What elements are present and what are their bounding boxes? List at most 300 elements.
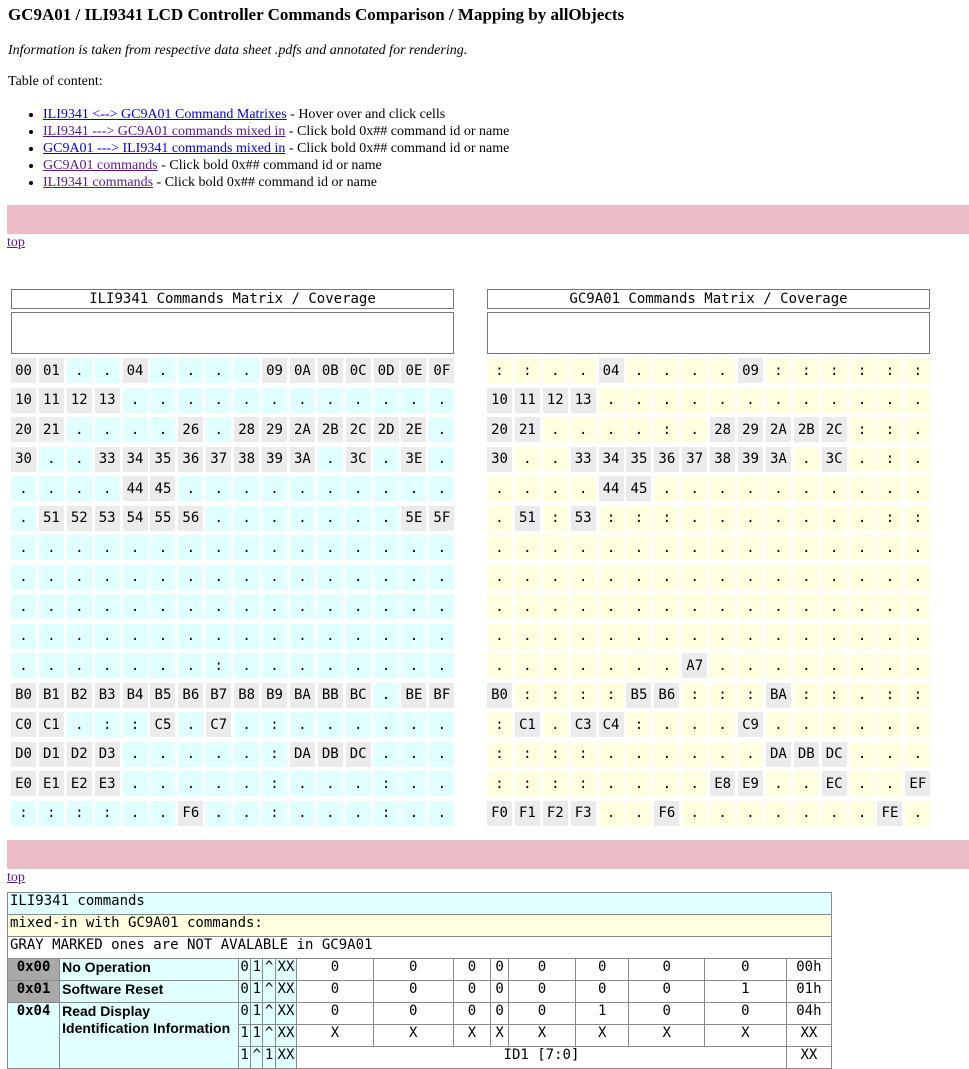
matrix-empty-cell[interactable]: : (67, 801, 92, 826)
matrix-command-cell[interactable]: 28 (234, 417, 259, 442)
matrix-empty-cell[interactable]: . (374, 683, 399, 708)
matrix-empty-cell[interactable]: . (234, 624, 259, 649)
matrix-empty-cell[interactable]: . (822, 801, 847, 826)
matrix-empty-cell[interactable]: . (822, 653, 847, 678)
matrix-empty-cell[interactable]: . (290, 476, 315, 501)
matrix-empty-cell[interactable]: . (877, 565, 902, 590)
matrix-empty-cell[interactable]: . (234, 388, 259, 413)
matrix-empty-cell[interactable]: . (850, 594, 875, 619)
matrix-empty-cell[interactable]: . (794, 594, 819, 619)
matrix-empty-cell[interactable]: . (543, 535, 568, 560)
matrix-command-cell[interactable]: 36 (178, 447, 203, 472)
matrix-empty-cell[interactable]: . (318, 712, 343, 737)
matrix-empty-cell[interactable]: . (599, 742, 624, 767)
matrix-empty-cell[interactable]: . (682, 506, 707, 531)
matrix-empty-cell[interactable]: . (178, 624, 203, 649)
toc-link-ili-commands[interactable]: ILI9341 commands (43, 175, 154, 190)
matrix-empty-cell[interactable]: . (571, 476, 596, 501)
matrix-command-cell[interactable]: 0A (290, 358, 315, 383)
matrix-empty-cell[interactable]: : (543, 683, 568, 708)
matrix-empty-cell[interactable]: . (710, 594, 735, 619)
matrix-empty-cell[interactable]: . (206, 506, 231, 531)
matrix-empty-cell[interactable]: . (67, 417, 92, 442)
matrix-empty-cell[interactable]: . (877, 535, 902, 560)
matrix-empty-cell[interactable]: . (682, 801, 707, 826)
matrix-empty-cell[interactable]: . (401, 712, 426, 737)
matrix-empty-cell[interactable]: . (374, 742, 399, 767)
matrix-empty-cell[interactable]: . (401, 594, 426, 619)
matrix-command-cell[interactable]: B2 (67, 683, 92, 708)
matrix-command-cell[interactable]: 10 (487, 388, 512, 413)
matrix-command-cell[interactable]: 45 (150, 476, 175, 501)
matrix-empty-cell[interactable]: . (905, 742, 930, 767)
matrix-empty-cell[interactable]: . (710, 476, 735, 501)
matrix-empty-cell[interactable]: . (822, 565, 847, 590)
matrix-command-cell[interactable]: 20 (487, 417, 512, 442)
matrix-empty-cell[interactable]: : (626, 506, 651, 531)
matrix-command-cell[interactable]: BC (346, 683, 371, 708)
matrix-empty-cell[interactable]: : (374, 801, 399, 826)
matrix-command-cell[interactable]: D2 (67, 742, 92, 767)
matrix-empty-cell[interactable]: . (543, 476, 568, 501)
matrix-empty-cell[interactable]: . (374, 535, 399, 560)
matrix-command-cell[interactable]: DB (794, 742, 819, 767)
matrix-command-cell[interactable]: 21 (515, 417, 540, 442)
matrix-empty-cell[interactable]: . (234, 712, 259, 737)
matrix-empty-cell[interactable]: . (262, 624, 287, 649)
matrix-empty-cell[interactable]: . (374, 712, 399, 737)
matrix-empty-cell[interactable]: . (234, 565, 259, 590)
matrix-empty-cell[interactable]: : (877, 447, 902, 472)
matrix-empty-cell[interactable]: . (654, 388, 679, 413)
matrix-command-cell[interactable]: 54 (123, 506, 148, 531)
matrix-empty-cell[interactable]: . (850, 565, 875, 590)
matrix-empty-cell[interactable]: . (178, 653, 203, 678)
matrix-empty-cell[interactable]: . (374, 388, 399, 413)
matrix-empty-cell[interactable]: : (95, 801, 120, 826)
matrix-empty-cell[interactable]: . (374, 447, 399, 472)
matrix-empty-cell[interactable]: . (123, 653, 148, 678)
matrix-empty-cell[interactable]: . (262, 506, 287, 531)
matrix-command-cell[interactable]: 04 (123, 358, 148, 383)
matrix-command-cell[interactable]: 2D (374, 417, 399, 442)
matrix-empty-cell[interactable]: : (487, 742, 512, 767)
matrix-empty-cell[interactable]: . (905, 417, 930, 442)
matrix-empty-cell[interactable]: . (850, 801, 875, 826)
matrix-empty-cell[interactable]: . (654, 771, 679, 796)
matrix-empty-cell[interactable]: . (318, 624, 343, 649)
matrix-command-cell[interactable]: 12 (543, 388, 568, 413)
matrix-empty-cell[interactable]: . (738, 594, 763, 619)
matrix-command-cell[interactable]: 44 (599, 476, 624, 501)
matrix-empty-cell[interactable]: . (822, 388, 847, 413)
matrix-command-cell[interactable]: 52 (67, 506, 92, 531)
matrix-command-cell[interactable]: 35 (150, 447, 175, 472)
matrix-empty-cell[interactable]: . (429, 535, 454, 560)
matrix-empty-cell[interactable]: . (571, 653, 596, 678)
matrix-empty-cell[interactable]: . (877, 712, 902, 737)
matrix-empty-cell[interactable]: . (11, 506, 36, 531)
matrix-command-cell[interactable]: 20 (11, 417, 36, 442)
matrix-empty-cell[interactable]: . (123, 801, 148, 826)
matrix-command-cell[interactable]: 30 (487, 447, 512, 472)
matrix-command-cell[interactable]: 09 (738, 358, 763, 383)
matrix-empty-cell[interactable]: . (401, 771, 426, 796)
matrix-empty-cell[interactable]: . (95, 476, 120, 501)
matrix-command-cell[interactable]: 12 (67, 388, 92, 413)
matrix-command-cell[interactable]: 38 (710, 447, 735, 472)
command-id-link[interactable]: 0x01 (16, 981, 51, 997)
matrix-command-cell[interactable]: 04 (599, 358, 624, 383)
matrix-command-cell[interactable]: BA (290, 683, 315, 708)
matrix-empty-cell[interactable]: . (206, 417, 231, 442)
matrix-empty-cell[interactable]: . (487, 565, 512, 590)
matrix-empty-cell[interactable]: . (682, 712, 707, 737)
matrix-empty-cell[interactable]: . (905, 712, 930, 737)
matrix-empty-cell[interactable]: . (710, 742, 735, 767)
matrix-command-cell[interactable]: E1 (39, 771, 64, 796)
matrix-empty-cell[interactable]: . (346, 653, 371, 678)
matrix-command-cell[interactable]: 56 (178, 506, 203, 531)
matrix-empty-cell[interactable]: . (571, 535, 596, 560)
matrix-empty-cell[interactable]: . (850, 476, 875, 501)
toc-link-matrixes[interactable]: ILI9341 <--> GC9A01 Command Matrixes (43, 107, 287, 122)
matrix-empty-cell[interactable]: . (374, 594, 399, 619)
matrix-empty-cell[interactable]: . (682, 565, 707, 590)
matrix-empty-cell[interactable]: . (515, 624, 540, 649)
matrix-empty-cell[interactable]: . (67, 712, 92, 737)
matrix-empty-cell[interactable]: . (599, 771, 624, 796)
matrix-empty-cell[interactable]: . (515, 476, 540, 501)
matrix-empty-cell[interactable]: . (850, 771, 875, 796)
matrix-empty-cell[interactable]: . (877, 594, 902, 619)
matrix-empty-cell[interactable]: : (262, 771, 287, 796)
matrix-empty-cell[interactable]: . (429, 742, 454, 767)
matrix-empty-cell[interactable]: . (11, 565, 36, 590)
matrix-command-cell[interactable]: A7 (682, 653, 707, 678)
matrix-empty-cell[interactable]: : (877, 417, 902, 442)
matrix-empty-cell[interactable]: . (654, 712, 679, 737)
matrix-command-cell[interactable]: 0F (429, 358, 454, 383)
matrix-empty-cell[interactable]: . (905, 653, 930, 678)
matrix-empty-cell[interactable]: . (710, 653, 735, 678)
matrix-empty-cell[interactable]: . (682, 535, 707, 560)
matrix-command-cell[interactable]: 39 (738, 447, 763, 472)
matrix-empty-cell[interactable]: . (543, 653, 568, 678)
matrix-empty-cell[interactable]: : (515, 358, 540, 383)
matrix-empty-cell[interactable]: : (487, 358, 512, 383)
matrix-empty-cell[interactable]: . (794, 771, 819, 796)
matrix-command-cell[interactable]: EC (822, 771, 847, 796)
matrix-empty-cell[interactable]: . (877, 476, 902, 501)
matrix-empty-cell[interactable]: . (290, 653, 315, 678)
matrix-empty-cell[interactable]: . (877, 771, 902, 796)
matrix-empty-cell[interactable]: . (346, 712, 371, 737)
matrix-empty-cell[interactable]: : (738, 683, 763, 708)
matrix-empty-cell[interactable]: . (262, 594, 287, 619)
matrix-empty-cell[interactable]: . (318, 476, 343, 501)
matrix-empty-cell[interactable]: . (150, 417, 175, 442)
matrix-empty-cell[interactable]: . (515, 594, 540, 619)
matrix-empty-cell[interactable]: . (738, 388, 763, 413)
matrix-empty-cell[interactable]: : (487, 771, 512, 796)
matrix-command-cell[interactable]: C4 (599, 712, 624, 737)
matrix-empty-cell[interactable]: . (794, 476, 819, 501)
matrix-empty-cell[interactable]: . (150, 801, 175, 826)
matrix-command-cell[interactable]: 2A (766, 417, 791, 442)
matrix-empty-cell[interactable]: . (290, 565, 315, 590)
matrix-empty-cell[interactable]: . (401, 535, 426, 560)
matrix-empty-cell[interactable]: . (39, 565, 64, 590)
matrix-command-cell[interactable]: EF (905, 771, 930, 796)
matrix-empty-cell[interactable]: . (262, 388, 287, 413)
matrix-empty-cell[interactable]: . (738, 565, 763, 590)
matrix-command-cell[interactable]: D1 (39, 742, 64, 767)
matrix-empty-cell[interactable]: . (766, 653, 791, 678)
matrix-empty-cell[interactable]: : (571, 771, 596, 796)
matrix-empty-cell[interactable]: . (95, 594, 120, 619)
matrix-empty-cell[interactable]: . (346, 594, 371, 619)
matrix-empty-cell[interactable]: . (67, 447, 92, 472)
matrix-empty-cell[interactable]: . (626, 594, 651, 619)
matrix-empty-cell[interactable]: . (626, 742, 651, 767)
matrix-empty-cell[interactable]: . (234, 594, 259, 619)
matrix-command-cell[interactable]: F3 (571, 801, 596, 826)
matrix-empty-cell[interactable]: . (794, 506, 819, 531)
matrix-command-cell[interactable]: 11 (515, 388, 540, 413)
matrix-command-cell[interactable]: B0 (11, 683, 36, 708)
matrix-empty-cell[interactable]: : (262, 742, 287, 767)
matrix-empty-cell[interactable]: . (766, 476, 791, 501)
matrix-empty-cell[interactable]: . (11, 476, 36, 501)
matrix-empty-cell[interactable]: . (234, 358, 259, 383)
matrix-empty-cell[interactable]: : (877, 506, 902, 531)
matrix-empty-cell[interactable]: . (234, 801, 259, 826)
matrix-empty-cell[interactable]: . (429, 624, 454, 649)
matrix-empty-cell[interactable]: . (738, 535, 763, 560)
matrix-empty-cell[interactable]: . (206, 565, 231, 590)
matrix-command-cell[interactable]: 2C (346, 417, 371, 442)
matrix-empty-cell[interactable]: . (710, 388, 735, 413)
matrix-empty-cell[interactable]: . (95, 535, 120, 560)
matrix-empty-cell[interactable]: . (599, 653, 624, 678)
matrix-empty-cell[interactable]: . (877, 624, 902, 649)
matrix-empty-cell[interactable]: . (571, 358, 596, 383)
matrix-empty-cell[interactable]: . (877, 742, 902, 767)
matrix-empty-cell[interactable]: . (905, 476, 930, 501)
matrix-empty-cell[interactable]: . (401, 801, 426, 826)
matrix-empty-cell[interactable]: . (318, 594, 343, 619)
matrix-empty-cell[interactable]: . (905, 801, 930, 826)
matrix-empty-cell[interactable]: : (654, 417, 679, 442)
matrix-command-cell[interactable]: 5E (401, 506, 426, 531)
matrix-empty-cell[interactable]: . (178, 712, 203, 737)
command-id-link[interactable]: 0x00 (16, 959, 51, 975)
matrix-command-cell[interactable]: B9 (262, 683, 287, 708)
matrix-empty-cell[interactable]: . (738, 653, 763, 678)
matrix-empty-cell[interactable]: . (850, 447, 875, 472)
matrix-empty-cell[interactable]: . (850, 624, 875, 649)
matrix-empty-cell[interactable]: . (401, 565, 426, 590)
matrix-empty-cell[interactable]: . (654, 535, 679, 560)
matrix-empty-cell[interactable]: . (850, 535, 875, 560)
matrix-empty-cell[interactable]: . (150, 742, 175, 767)
matrix-command-cell[interactable]: 0B (318, 358, 343, 383)
matrix-command-cell[interactable]: B6 (654, 683, 679, 708)
matrix-empty-cell[interactable]: . (571, 624, 596, 649)
matrix-empty-cell[interactable]: . (178, 594, 203, 619)
matrix-command-cell[interactable]: B5 (150, 683, 175, 708)
matrix-empty-cell[interactable]: . (794, 712, 819, 737)
matrix-command-cell[interactable]: 30 (11, 447, 36, 472)
matrix-command-cell[interactable]: B4 (123, 683, 148, 708)
matrix-command-cell[interactable]: D0 (11, 742, 36, 767)
matrix-empty-cell[interactable]: . (318, 771, 343, 796)
command-name[interactable]: Software Reset (60, 981, 239, 1003)
matrix-empty-cell[interactable]: . (318, 565, 343, 590)
matrix-command-cell[interactable]: 55 (150, 506, 175, 531)
matrix-command-cell[interactable]: B8 (234, 683, 259, 708)
matrix-empty-cell[interactable]: . (738, 801, 763, 826)
matrix-empty-cell[interactable]: . (543, 417, 568, 442)
matrix-command-cell[interactable]: B5 (626, 683, 651, 708)
matrix-empty-cell[interactable]: . (178, 358, 203, 383)
matrix-command-cell[interactable]: 53 (571, 506, 596, 531)
matrix-empty-cell[interactable]: . (401, 742, 426, 767)
matrix-empty-cell[interactable]: : (626, 712, 651, 737)
matrix-empty-cell[interactable]: . (710, 624, 735, 649)
matrix-empty-cell[interactable]: . (429, 771, 454, 796)
matrix-empty-cell[interactable]: : (571, 742, 596, 767)
matrix-empty-cell[interactable]: : (599, 683, 624, 708)
matrix-empty-cell[interactable]: . (429, 417, 454, 442)
matrix-command-cell[interactable]: DB (318, 742, 343, 767)
matrix-command-cell[interactable]: DC (346, 742, 371, 767)
matrix-empty-cell[interactable]: . (850, 506, 875, 531)
matrix-command-cell[interactable]: 39 (262, 447, 287, 472)
matrix-empty-cell[interactable]: . (487, 653, 512, 678)
matrix-command-cell[interactable]: 01 (39, 358, 64, 383)
matrix-empty-cell[interactable]: . (850, 388, 875, 413)
matrix-empty-cell[interactable]: . (682, 476, 707, 501)
matrix-empty-cell[interactable]: : (654, 506, 679, 531)
matrix-empty-cell[interactable]: . (401, 476, 426, 501)
matrix-command-cell[interactable]: DA (290, 742, 315, 767)
matrix-empty-cell[interactable]: . (710, 358, 735, 383)
matrix-empty-cell[interactable]: . (487, 535, 512, 560)
matrix-command-cell[interactable]: 2C (822, 417, 847, 442)
matrix-empty-cell[interactable]: . (206, 742, 231, 767)
matrix-command-cell[interactable]: 37 (206, 447, 231, 472)
matrix-empty-cell[interactable]: . (429, 447, 454, 472)
toc-link-gc-commands[interactable]: GC9A01 commands (43, 158, 158, 173)
matrix-empty-cell[interactable]: . (543, 565, 568, 590)
matrix-empty-cell[interactable]: . (318, 506, 343, 531)
command-name[interactable]: Read Display Identification Information (60, 1003, 239, 1069)
matrix-empty-cell[interactable]: . (290, 624, 315, 649)
matrix-empty-cell[interactable]: . (123, 535, 148, 560)
matrix-command-cell[interactable]: 0D (374, 358, 399, 383)
matrix-empty-cell[interactable]: : (39, 801, 64, 826)
matrix-command-cell[interactable]: F2 (543, 801, 568, 826)
matrix-command-cell[interactable]: C5 (150, 712, 175, 737)
matrix-empty-cell[interactable]: . (95, 624, 120, 649)
matrix-empty-cell[interactable]: . (710, 712, 735, 737)
matrix-empty-cell[interactable]: . (206, 594, 231, 619)
toc-link-ili-mixed[interactable]: ILI9341 ---> GC9A01 commands mixed in (43, 124, 286, 139)
matrix-empty-cell[interactable]: : (11, 801, 36, 826)
matrix-empty-cell[interactable]: . (346, 535, 371, 560)
matrix-empty-cell[interactable]: . (39, 447, 64, 472)
matrix-empty-cell[interactable]: . (178, 388, 203, 413)
matrix-empty-cell[interactable]: . (150, 771, 175, 796)
matrix-command-cell[interactable]: 2A (290, 417, 315, 442)
matrix-command-cell[interactable]: 34 (599, 447, 624, 472)
matrix-command-cell[interactable]: C3 (571, 712, 596, 737)
matrix-empty-cell[interactable]: . (822, 712, 847, 737)
matrix-empty-cell[interactable]: . (290, 771, 315, 796)
matrix-empty-cell[interactable]: . (67, 358, 92, 383)
matrix-empty-cell[interactable]: . (905, 535, 930, 560)
matrix-command-cell[interactable]: 45 (626, 476, 651, 501)
matrix-empty-cell[interactable]: . (543, 594, 568, 619)
matrix-empty-cell[interactable]: . (850, 712, 875, 737)
matrix-command-cell[interactable]: 13 (571, 388, 596, 413)
matrix-empty-cell[interactable]: . (123, 624, 148, 649)
matrix-empty-cell[interactable]: . (11, 535, 36, 560)
matrix-command-cell[interactable]: B3 (95, 683, 120, 708)
matrix-empty-cell[interactable]: : (543, 771, 568, 796)
matrix-command-cell[interactable]: BB (318, 683, 343, 708)
matrix-command-cell[interactable]: 33 (571, 447, 596, 472)
matrix-empty-cell[interactable]: . (429, 712, 454, 737)
matrix-empty-cell[interactable]: . (429, 565, 454, 590)
matrix-empty-cell[interactable]: . (290, 712, 315, 737)
matrix-empty-cell[interactable]: . (178, 535, 203, 560)
matrix-empty-cell[interactable]: . (822, 476, 847, 501)
matrix-command-cell[interactable]: 10 (11, 388, 36, 413)
matrix-command-cell[interactable]: 0C (346, 358, 371, 383)
matrix-empty-cell[interactable]: . (626, 388, 651, 413)
matrix-empty-cell[interactable]: . (206, 476, 231, 501)
matrix-empty-cell[interactable]: . (67, 476, 92, 501)
toc-link-gc-mixed[interactable]: GC9A01 ---> ILI9341 commands mixed in (43, 141, 286, 156)
matrix-empty-cell[interactable]: . (346, 506, 371, 531)
matrix-empty-cell[interactable]: . (654, 742, 679, 767)
matrix-empty-cell[interactable]: . (374, 624, 399, 649)
matrix-empty-cell[interactable]: . (626, 801, 651, 826)
matrix-empty-cell[interactable]: . (123, 594, 148, 619)
matrix-empty-cell[interactable]: . (11, 624, 36, 649)
matrix-empty-cell[interactable]: : (682, 683, 707, 708)
matrix-command-cell[interactable]: 3A (290, 447, 315, 472)
matrix-empty-cell[interactable]: . (794, 624, 819, 649)
matrix-empty-cell[interactable]: . (543, 624, 568, 649)
matrix-empty-cell[interactable]: . (710, 535, 735, 560)
matrix-command-cell[interactable]: F0 (487, 801, 512, 826)
matrix-empty-cell[interactable]: . (150, 358, 175, 383)
matrix-command-cell[interactable]: E8 (710, 771, 735, 796)
matrix-empty-cell[interactable]: . (682, 594, 707, 619)
matrix-empty-cell[interactable]: . (401, 388, 426, 413)
matrix-empty-cell[interactable]: : (543, 506, 568, 531)
matrix-command-cell[interactable]: 3A (766, 447, 791, 472)
matrix-empty-cell[interactable]: . (599, 417, 624, 442)
matrix-empty-cell[interactable]: . (429, 388, 454, 413)
matrix-empty-cell[interactable]: . (290, 388, 315, 413)
top-link[interactable]: top (7, 870, 25, 885)
matrix-command-cell[interactable]: DC (822, 742, 847, 767)
